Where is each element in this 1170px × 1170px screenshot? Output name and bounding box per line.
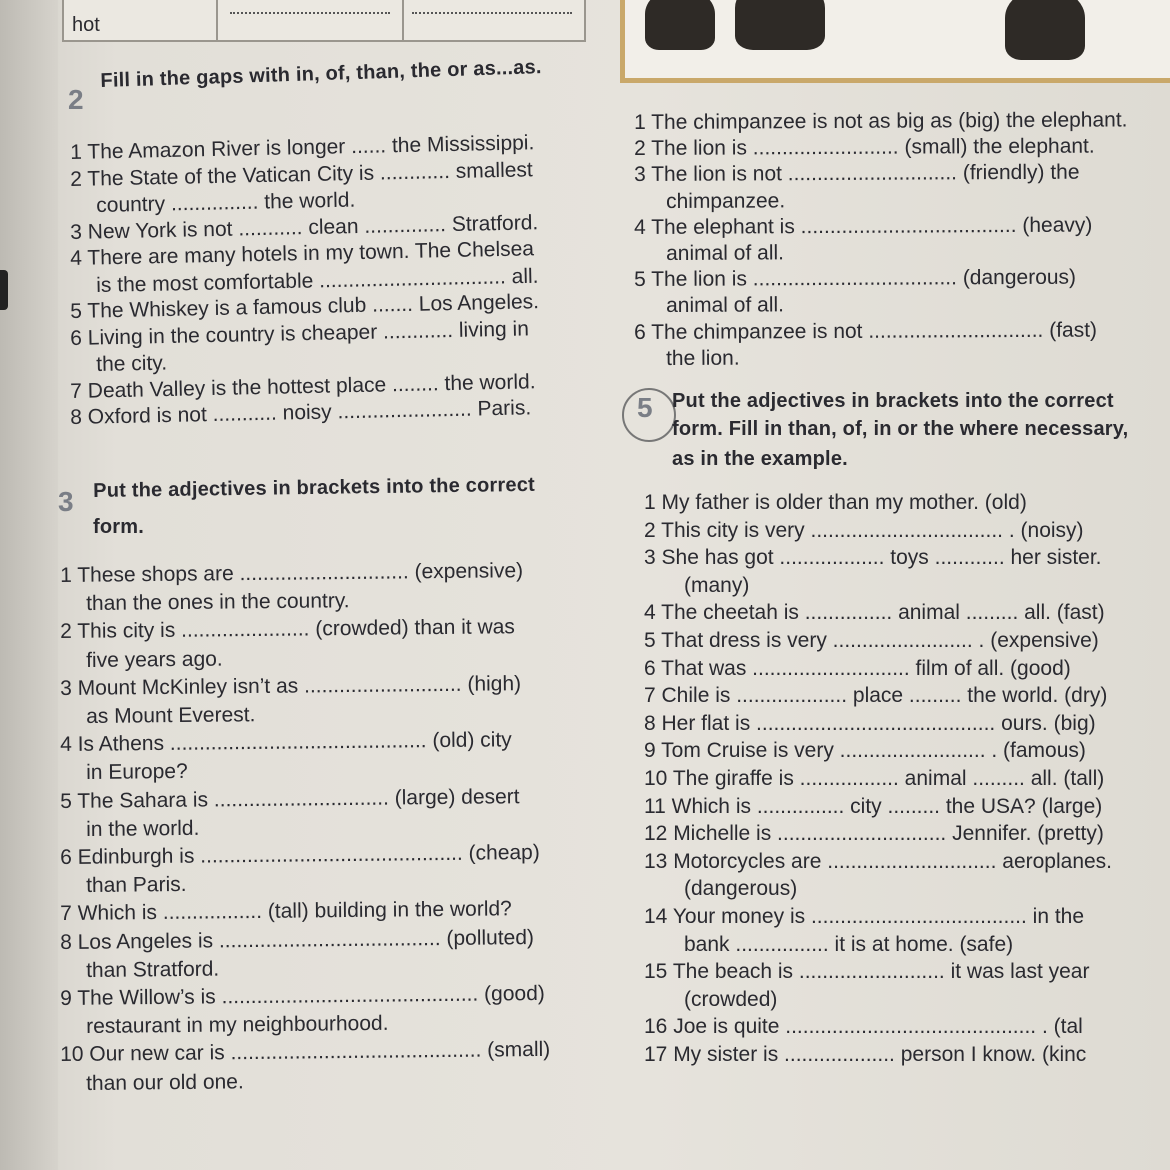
section-title: as in the example. <box>672 448 848 470</box>
exercise-line: 3 New York is not ........... clean .............. Stratford. <box>70 210 539 244</box>
top-table <box>62 0 586 42</box>
blank-line <box>412 10 572 14</box>
exercise-line: 7 Chile is ................... place ......... the world. (dry) <box>644 684 1108 708</box>
exercise-line: in the world. <box>86 816 200 841</box>
exercise-line: than Stratford. <box>86 957 220 982</box>
section-number: 5 <box>637 392 653 423</box>
exercise-line: 4 The cheetah is ............... animal ......... all. (fast) <box>644 601 1105 625</box>
exercise-line: five years ago. <box>86 647 223 672</box>
exercise-line: 7 Death Valley is the hottest place ........ the world. <box>70 369 536 403</box>
exercise-line: 3 Mount McKinley isn’t as ........................... (high) <box>60 671 522 700</box>
exercise-line: than Paris. <box>86 873 187 898</box>
animal-silhouette <box>645 0 715 50</box>
animal-silhouette <box>1005 0 1085 60</box>
exercise-line: 8 Her flat is ......................................... ours. (big) <box>644 711 1096 735</box>
exercise-line: the city. <box>96 351 168 376</box>
exercise-line: animal of all. <box>666 293 785 318</box>
section-number: 3 <box>58 486 74 517</box>
exercise-line: is the most comfortable ................................ all. <box>96 264 539 297</box>
exercise-line: in Europe? <box>86 760 188 785</box>
exercise-line: 15 The beach is ......................... it was last year <box>644 960 1090 984</box>
exercise-line: 12 Michelle is ............................. Jennifer. (pretty) <box>644 822 1104 846</box>
table-cell <box>402 0 582 40</box>
section-title: form. Fill in than, of, in or the where necessary, <box>672 418 1129 440</box>
exercise-line: (many) <box>684 573 750 597</box>
exercise-line: 2 The State of the Vatican City is ............ smallest <box>70 157 533 191</box>
exercise-line: 5 That dress is very ........................ . (expensive) <box>644 629 1099 652</box>
exercise-line: 4 Is Athens ............................................ (old) city <box>60 728 512 757</box>
exercise-line: 11 Which is ............... city ......... the USA? (large) <box>644 794 1103 818</box>
section-title: Put the adjectives in brackets into the correct <box>672 390 1114 412</box>
exercise-line: bank ................ it is at home. (safe) <box>684 932 1014 956</box>
exercise-line: (dangerous) <box>684 877 798 901</box>
blank-line <box>230 10 390 14</box>
exercise-line: 6 That was ........................... film of all. (good) <box>644 656 1071 680</box>
exercise-line: the lion. <box>666 346 740 370</box>
edge-mark <box>0 270 8 310</box>
exercise-line: 3 The lion is not ............................. (friendly) the <box>634 161 1080 187</box>
table-cell <box>64 0 218 40</box>
exercise-line: country ............... the world. <box>96 188 356 217</box>
exercise-line: animal of all. <box>666 241 785 265</box>
exercise-line: 9 The Willow’s is ............................................ (good) <box>60 981 545 1010</box>
exercise-line: 13 Motorcycles are ............................. aeroplanes. <box>644 849 1113 873</box>
exercise-line: 1 These shops are ............................. (expensive) <box>60 559 524 587</box>
exercise-line: 2 This city is very ................................. . (noisy) <box>644 518 1084 542</box>
exercise-line: 7 Which is ................. (tall) building in the world? <box>60 897 512 926</box>
exercise-line: 3 She has got .................. toys ............ her sister. <box>644 546 1102 570</box>
exercise-line: 6 The chimpanzee is not .............................. (fast) <box>634 318 1098 344</box>
exercise-line: 6 Living in the country is cheaper ............ living in <box>70 316 530 350</box>
exercise-line: 10 The giraffe is ................. animal ......... all. (tall) <box>644 767 1105 790</box>
animals-photo <box>620 0 1170 83</box>
exercise-line: 14 Your money is ..................................... in the <box>644 905 1085 928</box>
exercise-line: 5 The lion is ................................... (dangerous) <box>634 265 1077 292</box>
exercise-line: (crowded) <box>684 987 778 1011</box>
exercise-line: than the ones in the country. <box>86 589 350 616</box>
exercise-line: restaurant in my neighbourhood. <box>86 1012 389 1039</box>
section-title: Put the adjectives in brackets into the correct <box>93 473 536 502</box>
section-title: Fill in the gaps with in, of, than, the or as...as. <box>100 56 542 92</box>
table-cell <box>216 0 404 40</box>
exercise-line: 16 Joe is quite ........................................... . (tal <box>644 1015 1083 1039</box>
exercise-line: 1 My father is older than my mother. (old) <box>644 491 1027 514</box>
exercise-line: 5 The Sahara is .............................. (large) desert <box>60 784 520 813</box>
exercise-line: 5 The Whiskey is a famous club ....... Los Angeles. <box>70 290 540 323</box>
exercise-line: chimpanzee. <box>666 188 786 213</box>
exercise-line: 8 Los Angeles is ...................................... (polluted) <box>60 925 535 954</box>
exercise-line: 10 Our new car is ........................................... (small) <box>60 1038 551 1067</box>
exercise-line: 2 This city is ...................... (crowded) than it was <box>60 615 515 644</box>
exercise-line: 1 The Amazon River is longer ...... the Mississippi. <box>70 131 535 164</box>
exercise-line: 6 Edinburgh is ............................................. (cheap) <box>60 840 540 869</box>
exercise-line: than our old one. <box>86 1069 244 1095</box>
exercise-line: 4 There are many hotels in my town. The Chelsea <box>70 237 535 270</box>
section-number: 2 <box>68 84 84 115</box>
exercise-line: as Mount Everest. <box>86 703 256 728</box>
exercise-line: 4 The elephant is ..................................... (heavy) <box>634 213 1093 239</box>
exercise-line: 2 The lion is ......................... (small) the elephant. <box>634 134 1095 161</box>
exercise-line: 17 My sister is ................... person I know. (kinc <box>644 1043 1087 1066</box>
exercise-line: 9 Tom Cruise is very ......................... . (famous) <box>644 739 1086 763</box>
section-title: form. <box>93 516 144 538</box>
animal-silhouette <box>735 0 825 50</box>
exercise-line: 8 Oxford is not ........... noisy ....................... Paris. <box>70 396 532 429</box>
page-gutter <box>0 0 58 1170</box>
table-word: hot <box>72 14 100 36</box>
exercise-line: 1 The chimpanzee is not as big as (big) the elephant. <box>634 108 1128 134</box>
